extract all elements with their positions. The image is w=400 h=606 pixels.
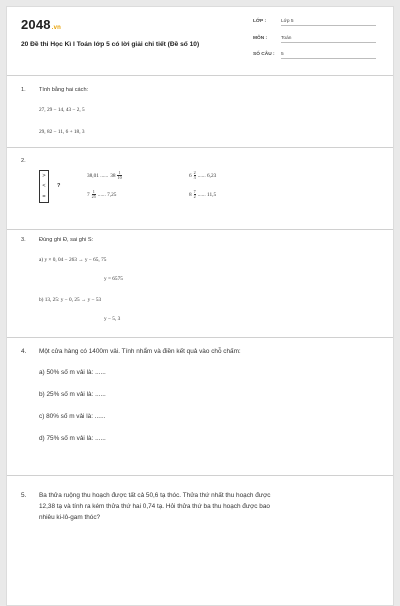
q2-item-3-right: ...... 7,25 — [97, 191, 117, 198]
header-divider — [7, 75, 393, 76]
q4-item-a: a) 50% số m vải là: ...... — [39, 369, 106, 376]
q5-line-1: Ba thửa ruộng thu hoạch được tất cả 50,6 tạ thóc. Thửa thứ nhất thu hoạch được — [39, 492, 271, 499]
q5-number: 5. — [21, 492, 27, 499]
document-title: 20 Đề thi Học Kì I Toán lớp 5 có lời giải chi tiết (Đề số 10) — [21, 41, 200, 48]
comparison-symbol-box — [39, 170, 49, 203]
q4-divider — [7, 475, 393, 476]
q5-line-2: 12,38 tạ và tính ra kém thửa thứ hai 0,74 tạ. Hỏi thửa thứ ba thu hoạch được bao — [39, 503, 270, 510]
logo-suffix: .vn — [51, 25, 62, 31]
q3-part-a-line-1: a) y × 0, 04 − 263 → y − 65, 75 — [39, 257, 107, 263]
q2-item-4-whole: 8 — [189, 191, 192, 198]
q2-item-4-right: ...... 11,5 — [197, 191, 217, 198]
q1-divider — [7, 147, 393, 148]
meta-class-key: LỚP : — [253, 19, 267, 24]
q4-item-b: b) 25% số m vải là: ...... — [39, 391, 106, 398]
q2-item-4-numerator: 7 — [193, 189, 196, 194]
meta-count-row — [253, 52, 376, 59]
equal-symbol: = — [42, 193, 46, 200]
q2-question-mark: ? — [57, 183, 61, 189]
q2-item-1-denominator: 10 — [117, 175, 122, 181]
q2-item-1-numerator: 1 — [118, 170, 121, 175]
meta-class-value: Lớp 5 — [281, 19, 376, 26]
q4-item-c: c) 80% số m vải là: ...... — [39, 413, 106, 420]
q1-expression-1: 27, 29 − 14, 43 − 2, 5 — [39, 107, 85, 113]
q2-item-3 — [87, 190, 116, 199]
q2-item-2-right: ...... 6,23 — [197, 172, 217, 179]
q2-item-3-whole: 7 — [87, 191, 90, 198]
q2-item-1 — [87, 171, 122, 180]
q3-number: 3. — [21, 237, 26, 243]
q2-item-2-denominator: 3 — [193, 175, 196, 181]
q5-line-3: nhiêu ki-lô-gam thóc? — [39, 514, 101, 521]
worksheet-page — [6, 6, 394, 606]
q2-item-1-whole: 38 — [110, 172, 116, 179]
q2-item-2-fraction — [194, 171, 196, 180]
site-logo[interactable] — [21, 17, 61, 32]
q1-expression-2: 29, 82 − 11, 6 + 18, 3 — [39, 129, 85, 135]
meta-subject-key: MÔN : — [253, 36, 268, 41]
q2-divider — [7, 229, 393, 230]
less-symbol: < — [42, 183, 46, 190]
q2-item-2-whole: 6 — [189, 172, 192, 179]
q2-item-2 — [189, 171, 216, 180]
q3-prompt: Đúng ghi Đ, sai ghi S: — [39, 237, 94, 243]
q2-item-3-denominator: 25 — [91, 194, 96, 200]
worksheet-header — [7, 7, 393, 59]
q3-divider — [7, 337, 393, 338]
meta-count-value: 5 — [281, 52, 376, 59]
q2-item-4-denominator: 2 — [193, 194, 196, 200]
q2-item-4-fraction — [194, 190, 196, 199]
q3-part-b-line-2: y − 5, 3 — [104, 316, 121, 322]
q3-part-b-line-1: b) 13, 25: y − 0, 25 → y − 53 — [39, 297, 102, 303]
q1-number: 1. — [21, 87, 26, 93]
q4-prompt: Một cửa hàng có 1400m vải. Tính nhẩm và điền kết quả vào chỗ chấm: — [39, 348, 241, 355]
greater-symbol: > — [42, 173, 46, 180]
meta-subject-value: Toán — [281, 36, 376, 43]
logo-main: 2048 — [21, 17, 51, 32]
meta-class-row — [253, 19, 376, 26]
q2-item-4 — [189, 190, 216, 199]
q2-item-2-numerator: 2 — [193, 170, 196, 175]
q3-part-a-line-2: y = 6575 — [104, 276, 123, 282]
meta-subject-row — [253, 36, 376, 43]
q1-prompt: Tính bằng hai cách: — [39, 87, 89, 93]
meta-count-key: SỐ CÂU : — [253, 52, 275, 57]
q4-number: 4. — [21, 348, 27, 355]
q2-item-1-fraction — [117, 171, 121, 180]
q2-item-3-fraction — [92, 190, 96, 199]
q4-item-d: d) 75% số m vải là: ...... — [39, 435, 106, 442]
q2-item-3-numerator: 1 — [92, 189, 95, 194]
q2-number: 2. — [21, 158, 26, 164]
q2-item-1-left: 38,01 ...... — [87, 172, 109, 179]
